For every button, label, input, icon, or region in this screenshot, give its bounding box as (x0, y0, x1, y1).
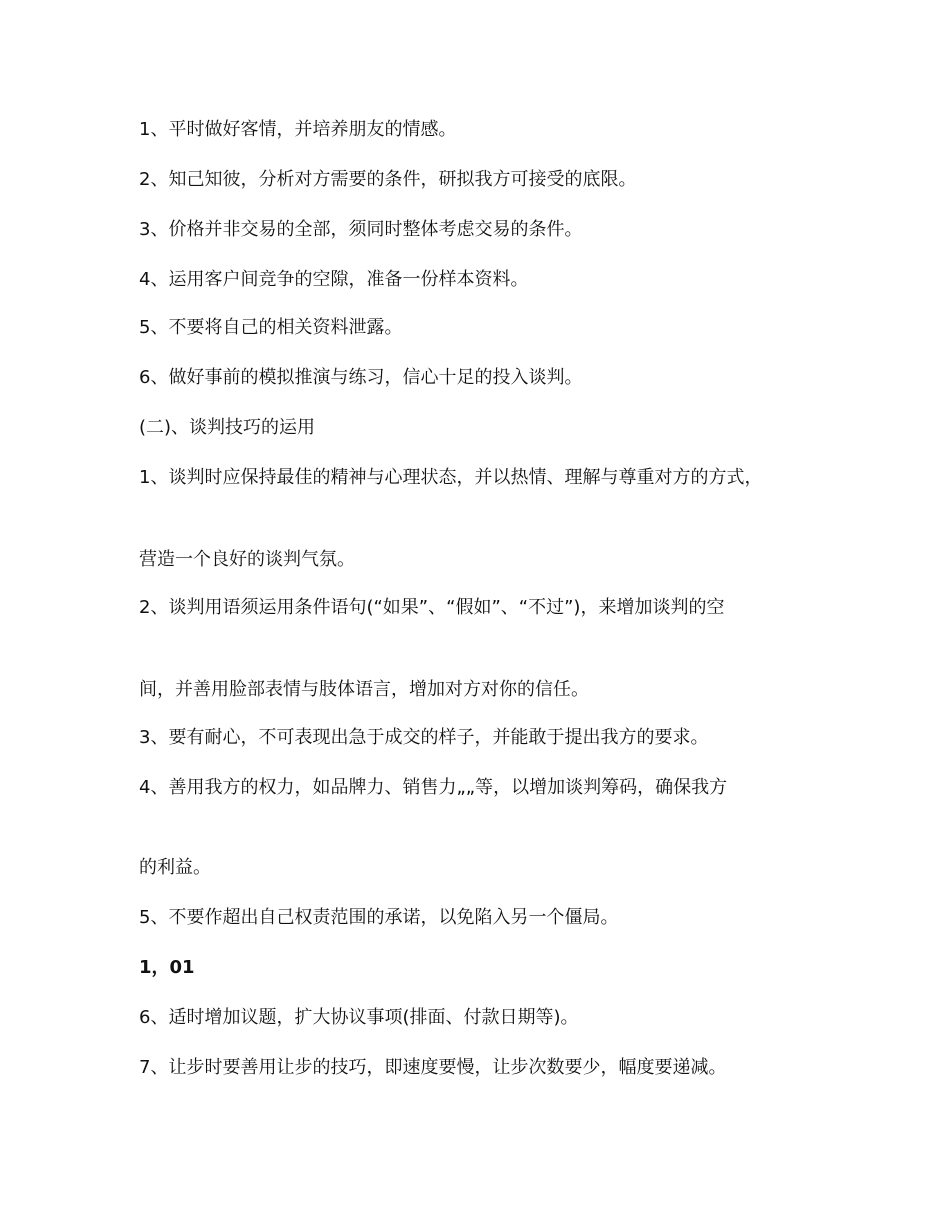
paragraph-line-1: 1、平时做好客情，并培养朋友的情感。 (139, 119, 457, 140)
paragraph-line-8: 营造一个良好的谈判气氛。 (139, 549, 355, 570)
paragraph-line-9: 2、谈判用语须运用条件语句(“如果”、“假如”、“不过”)，来增加谈判的空 (139, 597, 725, 618)
paragraph-line-4: 4、运用客户间竞争的空隙，准备一份样本资料。 (139, 269, 529, 290)
paragraph-line-5: 5、不要将自己的相关资料泄露。 (139, 317, 403, 338)
paragraph-line-6: 6、做好事前的模拟推演与练习，信心十足的投入谈判。 (139, 367, 583, 388)
paragraph-line-2: 2、知己知彼，分析对方需要的条件，研拟我方可接受的底限。 (139, 169, 637, 190)
page-number-marker: 1，01 (139, 957, 195, 978)
paragraph-line-14: 5、不要作超出自己权责范围的承诺，以免陷入另一个僵局。 (139, 907, 619, 928)
paragraph-line-10: 间，并善用脸部表情与肢体语言，增加对方对你的信任。 (139, 679, 589, 700)
paragraph-line-16: 7、让步时要善用让步的技巧，即速度要慢，让步次数要少，幅度要递减。 (139, 1057, 727, 1078)
paragraph-line-13: 的利益。 (139, 857, 211, 878)
paragraph-line-12: 4、善用我方的权力，如品牌力、销售力„„等，以增加谈判筹码，确保我方 (139, 777, 728, 798)
paragraph-line-11: 3、要有耐心，不可表现出急于成交的样子，并能敢于提出我方的要求。 (139, 727, 709, 748)
paragraph-line-7: 1、谈判时应保持最佳的精神与心理状态，并以热情、理解与尊重对方的方式， (139, 467, 763, 488)
paragraph-line-15: 6、适时增加议题，扩大协议事项(排面、付款日期等)。 (139, 1007, 579, 1028)
section-heading: (二)、谈判技巧的运用 (139, 417, 316, 438)
paragraph-line-3: 3、价格并非交易的全部，须同时整体考虑交易的条件。 (139, 219, 583, 240)
